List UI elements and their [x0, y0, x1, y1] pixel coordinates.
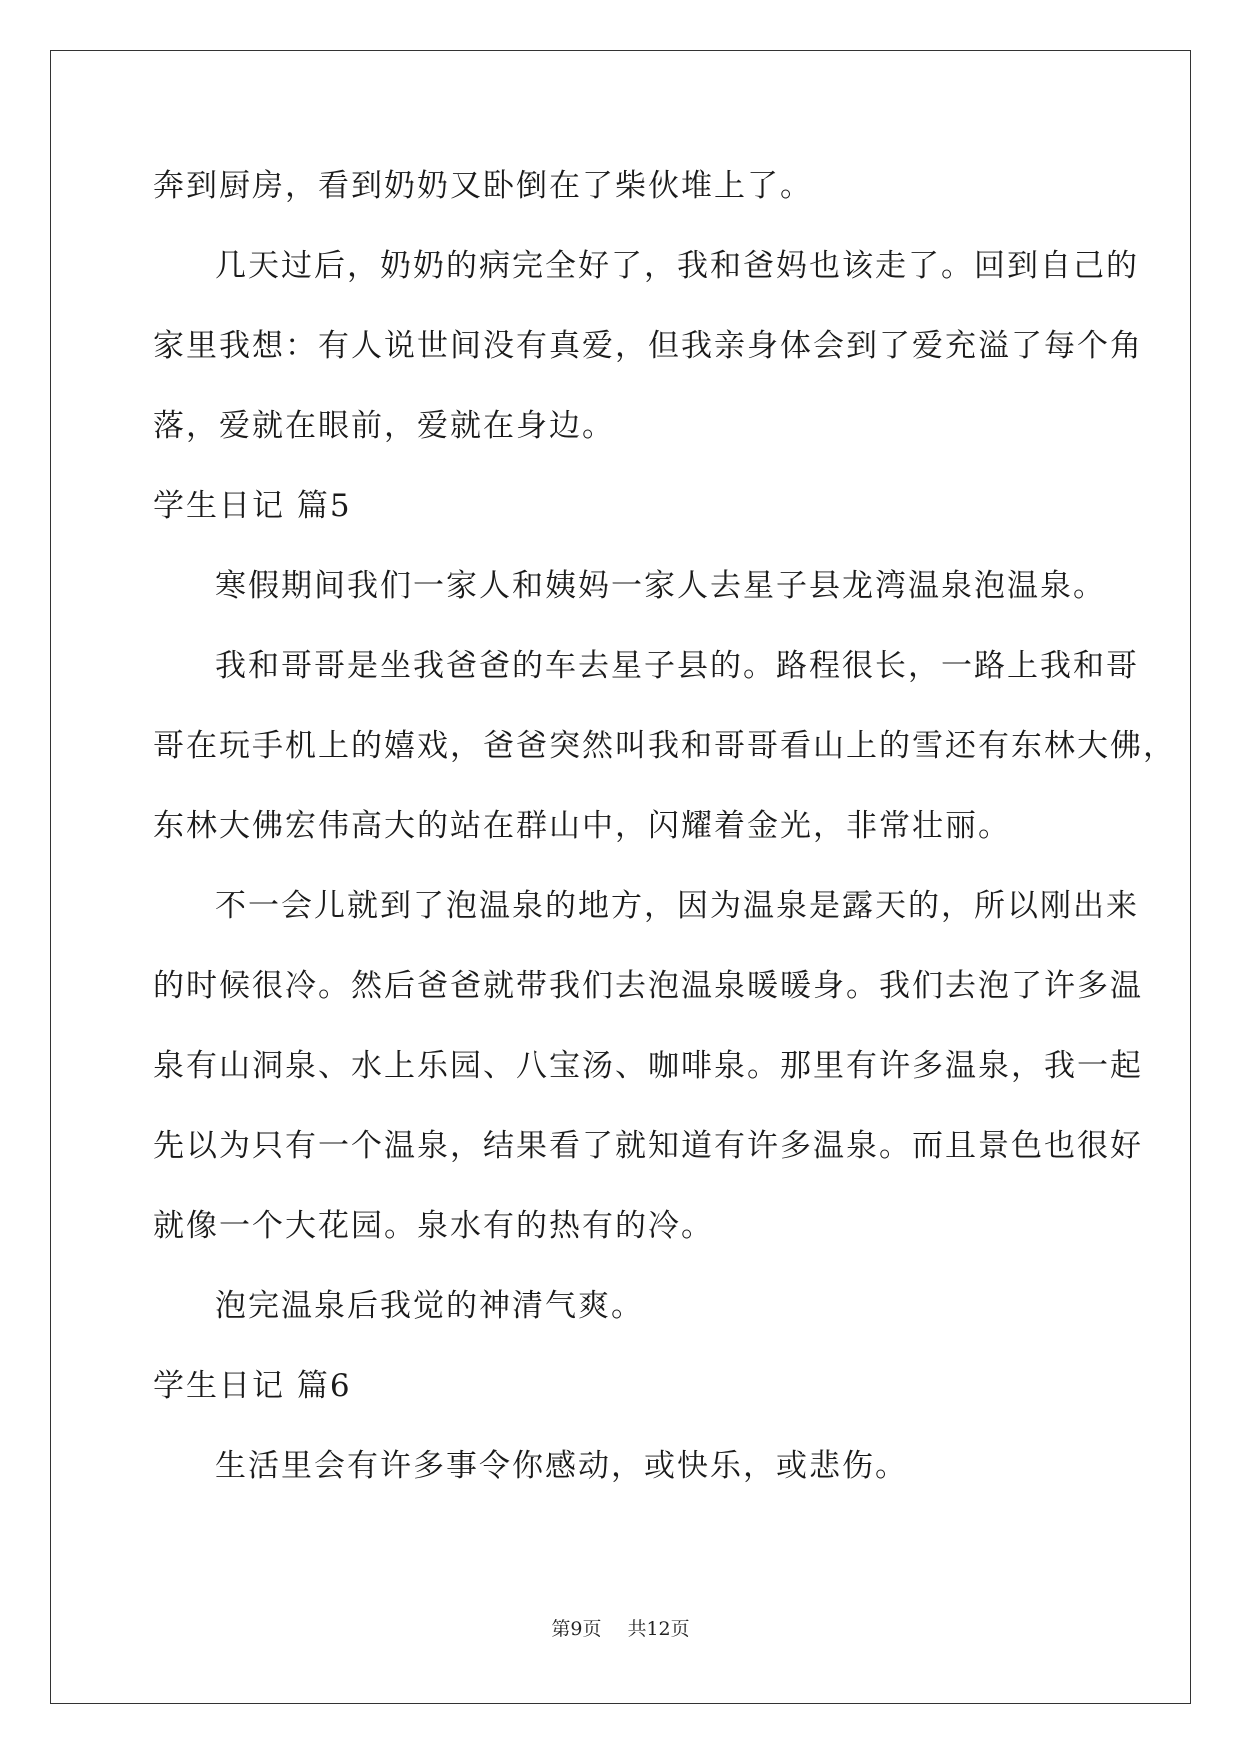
page-footer: [0, 1614, 1241, 1641]
section-heading: 学生日记 篇6: [153, 1368, 352, 1404]
text-line: 先以为只有一个温泉，结果看了就知道有许多温泉。而且景色也很好: [153, 1128, 1143, 1164]
section-heading: 学生日记 篇5: [153, 488, 352, 524]
text-line: 东林大佛宏伟高大的站在群山中，闪耀着金光，非常壮丽。: [153, 808, 1011, 844]
text-line: 泉有山洞泉、水上乐园、八宝汤、咖啡泉。那里有许多温泉，我一起: [153, 1048, 1143, 1084]
text-line: 的时候很冷。然后爸爸就带我们去泡温泉暖暖身。我们去泡了许多温: [153, 968, 1143, 1004]
text-line: 就像一个大花园。泉水有的热有的冷。: [153, 1208, 714, 1244]
text-line: 不一会儿就到了泡温泉的地方，因为温泉是露天的，所以刚出来: [215, 888, 1139, 924]
text-line: 生活里会有许多事令你感动，或快乐，或悲伤。: [215, 1448, 908, 1484]
text-line: 几天过后，奶奶的病完全好了，我和爸妈也该走了。回到自己的: [215, 248, 1139, 284]
text-line: 哥在玩手机上的嬉戏，爸爸突然叫我和哥哥看山上的雪还有东林大佛，: [153, 728, 1176, 764]
text-line: 我和哥哥是坐我爸爸的车去星子县的。路程很长，一路上我和哥: [215, 648, 1139, 684]
document-body: [153, 160, 1176, 1520]
text-line: 落，爱就在眼前，爱就在身边。: [153, 408, 615, 444]
text-line: 家里我想：有人说世间没有真爱，但我亲身体会到了爱充溢了每个角: [153, 328, 1143, 364]
page-number: 第9页: [551, 1618, 602, 1640]
text-line: 泡完温泉后我觉的神清气爽。: [215, 1288, 644, 1324]
page-total: 共12页: [627, 1618, 690, 1640]
text-line: 奔到厨房，看到奶奶又卧倒在了柴伙堆上了。: [153, 168, 813, 204]
text-line: 寒假期间我们一家人和姨妈一家人去星子县龙湾温泉泡温泉。: [215, 568, 1106, 604]
